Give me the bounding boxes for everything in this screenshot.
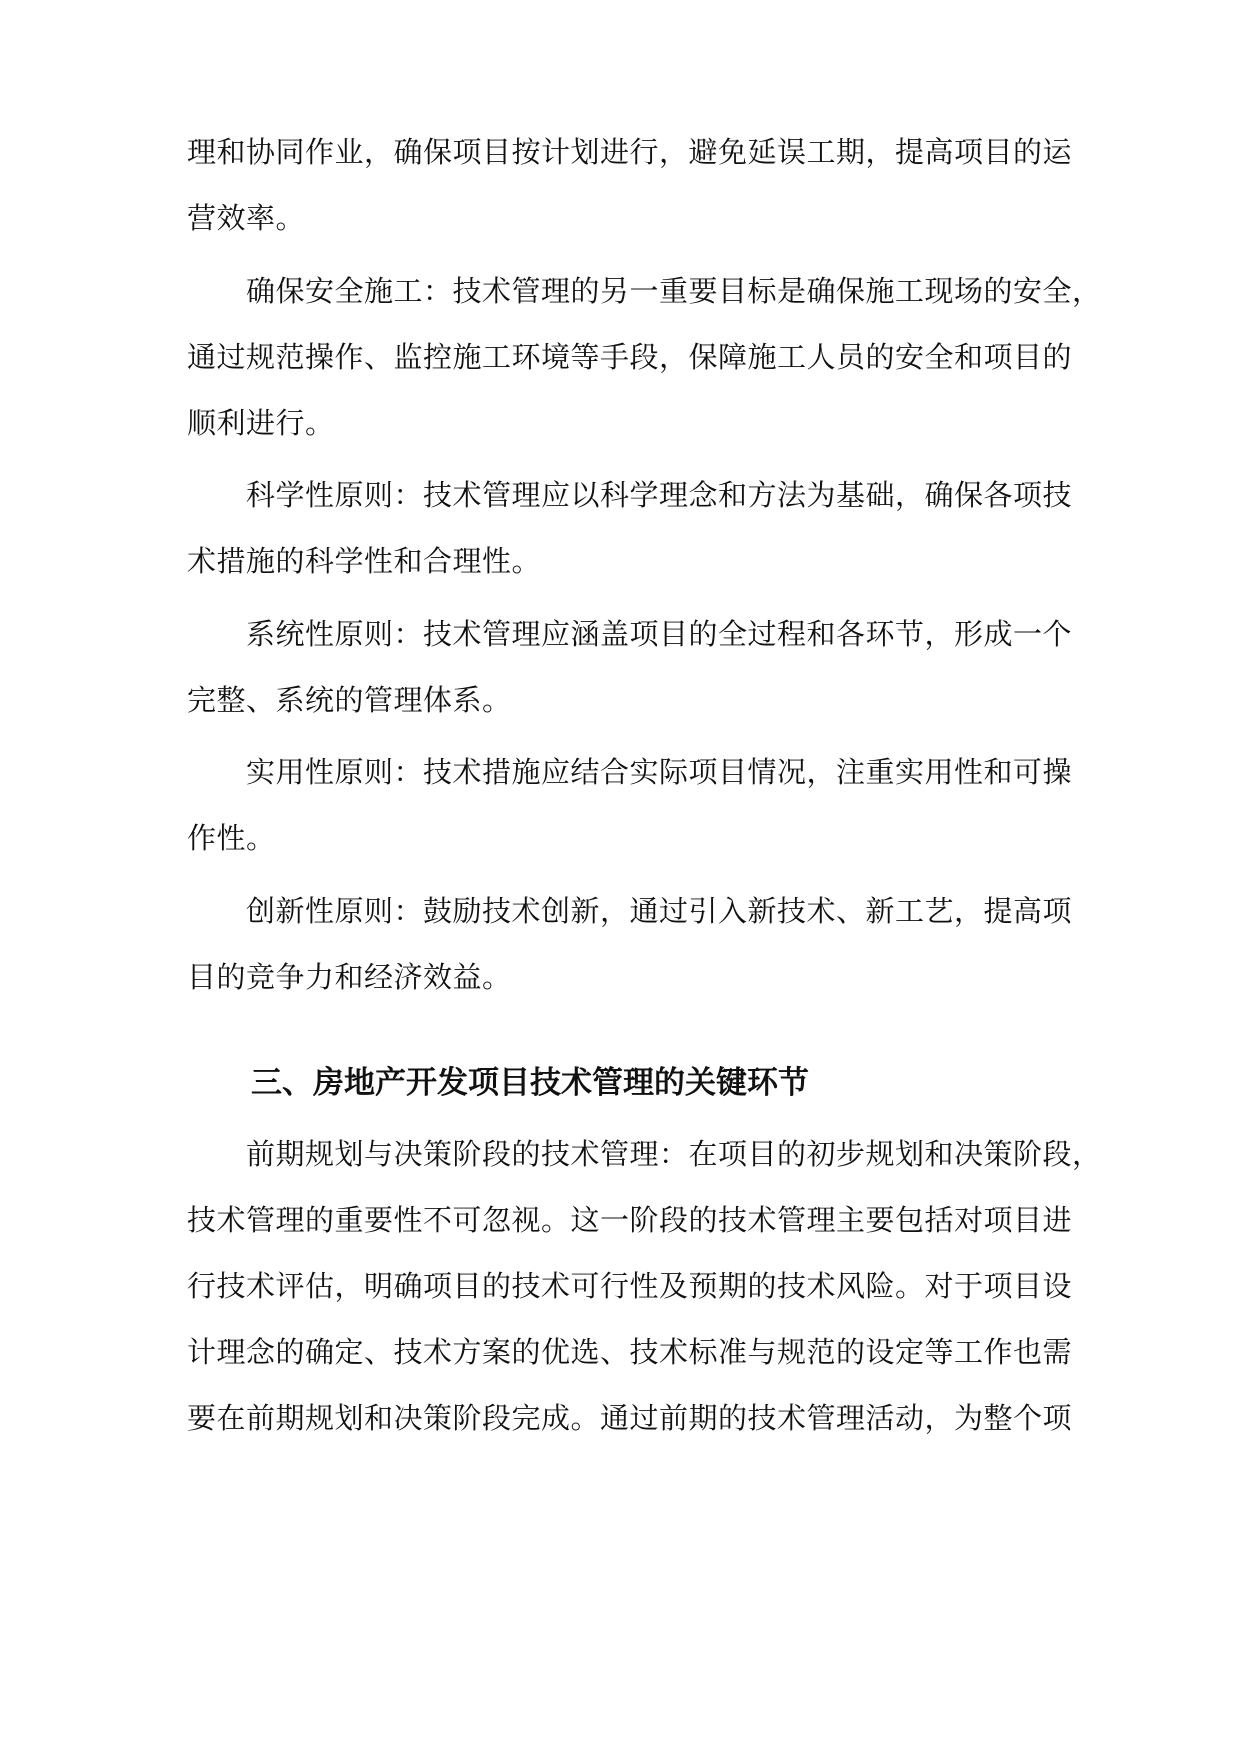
paragraph-line: 术措施的科学性和合理性。 — [187, 544, 542, 578]
paragraph-line: 完整、系统的管理体系。 — [187, 683, 512, 717]
paragraph-line: 科学性原则：技术管理应以科学理念和方法为基础，确保各项技 — [246, 478, 1073, 512]
paragraph-line: 要在前期规划和决策阶段完成。通过前期的技术管理活动，为整个项 — [187, 1401, 1073, 1435]
paragraph-line: 目的竞争力和经济效益。 — [187, 960, 512, 994]
paragraph-line: 理和协同作业，确保项目按计划进行，避免延误工期，提高项目的运 — [187, 135, 1073, 169]
paragraph-line: 实用性原则：技术措施应结合实际项目情况，注重实用性和可操 — [246, 755, 1073, 789]
paragraph-line: 作性。 — [187, 821, 276, 855]
paragraph-line: 系统性原则：技术管理应涵盖项目的全过程和各环节，形成一个 — [246, 617, 1073, 651]
paragraph-line: 计理念的确定、技术方案的优选、技术标准与规范的设定等工作也需 — [187, 1335, 1073, 1369]
paragraph-line: 创新性原则：鼓励技术创新，通过引入新技术、新工艺，提高项 — [246, 894, 1073, 928]
paragraph-line: 前期规划与决策阶段的技术管理：在项目的初步规划和决策阶段， — [246, 1137, 1102, 1171]
paragraph-line: 确保安全施工：技术管理的另一重要目标是确保施工现场的安全， — [246, 274, 1102, 308]
section-heading: 三、房地产开发项目技术管理的关键环节 — [251, 1065, 809, 1101]
paragraph-line: 技术管理的重要性不可忽视。这一阶段的技术管理主要包括对项目进 — [187, 1203, 1073, 1237]
paragraph-line: 通过规范操作、监控施工环境等手段，保障施工人员的安全和项目的 — [187, 340, 1073, 374]
paragraph-line: 顺利进行。 — [187, 406, 335, 440]
paragraph-line: 营效率。 — [187, 201, 306, 235]
paragraph-line: 行技术评估，明确项目的技术可行性及预期的技术风险。对于项目设 — [187, 1269, 1073, 1303]
